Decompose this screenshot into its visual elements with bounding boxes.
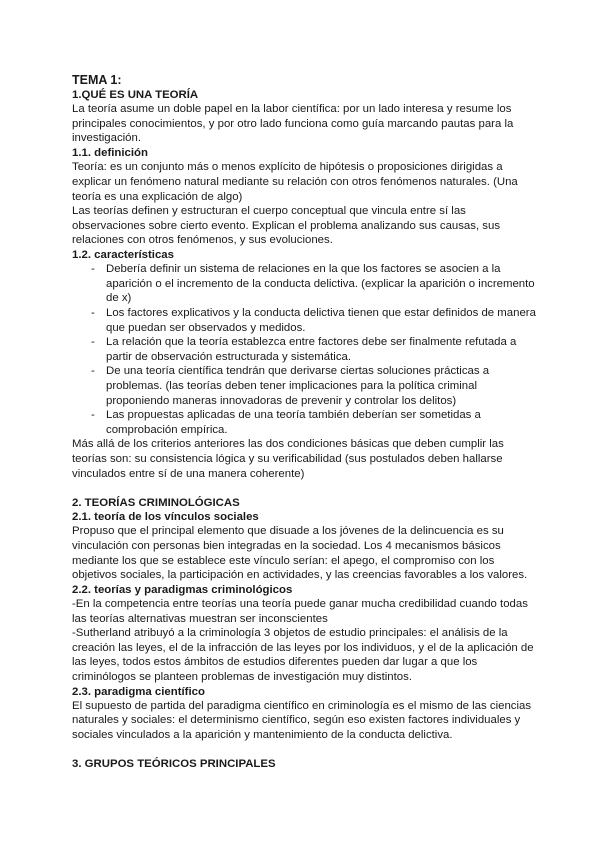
subsection-1-2-heading: 1.2. características — [72, 248, 174, 261]
section-1-intro: La teoría asume un doble papel en la labor científica: por un lado interesa y resume los principales conocimientos, y por otro lado funciona como guía marcando pautas para la investigación. — [72, 103, 514, 145]
subsection-2-1-heading: 2.1. teoría de los vínculos sociales — [72, 511, 259, 524]
subsection-2-3-heading: 2.3. paradigma científico — [72, 685, 205, 698]
list-item: - Las propuestas aplicadas de una teoría también deberían ser sometidas a comprobación empírica. — [72, 408, 540, 437]
paradigms-paragraph-1: -En la competencia entre teorías una teoría puede ganar mucha credibilidad cuando todas las teorías alternativas muestran ser inconscientes — [72, 598, 528, 625]
list-item: - Debería definir un sistema de relaciones en la que los factores se asocien a la aparición o el incremento de la conducta delictiva. (explicar la aparición o incremento de x) — [72, 262, 540, 306]
scientific-paradigm-paragraph: El supuesto de partida del paradigma científico en criminología es el mismo de las ciencias naturales y sociales: el determinismo científico, según eso existen factores individuales y sociales vinculados a la aparición y mantenimiento de la conducta delictiva. — [72, 699, 532, 742]
list-item: - De una teoría científica tendrán que derivarse ciertas soluciones prácticas a problemas. (las teorías deben tener implicaciones para la política criminal proponiendo maneras innovadoras de prevenir y controlar los delitos) — [72, 364, 540, 408]
section-3-heading: 3. GRUPOS TEÓRICOS PRINCIPALES — [72, 758, 276, 771]
subsection-1-1-heading: 1.1. definición — [72, 147, 148, 160]
section-2-heading: 2. TEORÍAS CRIMINOLÓGICAS — [72, 496, 240, 509]
definition-paragraph-2: Las teorías definen y estructuran el cuerpo conceptual que vincula entre sí las observaciones sobre cierto evento. Explican el problema analizando sus causas, sus relaciones con otros fenómenos, y sus evoluciones. — [72, 205, 501, 247]
closing-paragraph: Más allá de los criterios anteriores las dos condiciones básicas que deben cumplir las teorías son: su consistencia lógica y su verificabilidad (sus postulados deben hallarse vinculados entre sí de una manera coherente) — [72, 438, 504, 480]
list-item: - Los factores explicativos y la conducta delictiva tienen que estar definidos de manera que puedan ser observados y medidos. — [72, 306, 540, 335]
list-item: - La relación que la teoría establezca entre factores debe ser finalmente refutada a partir de observación estructurada y sistemática. — [72, 335, 540, 364]
section-spacer — [72, 481, 540, 496]
paradigms-paragraph-2: -Sutherland atribuyó a la criminología 3 objetos de estudio principales: el análisis de la creación las leyes, el de la infracción de las leyes por los individuos, y el de la aplicación de las leyes, todos estos ámbitos de estudios diferentes pueden dar lugar a que los criminólogos se planteen problemas de investigación muy distintos. — [72, 627, 534, 683]
characteristics-list — [72, 262, 540, 437]
definition-paragraph: Teoría: es un conjunto más o menos explícito de hipótesis o proposiciones dirigidas a explicar un fenómeno natural mediante su relación con otros fenómenos naturales. (Una teoría es una explicación de algo) — [72, 161, 518, 203]
tema-title: TEMA 1: — [72, 73, 122, 87]
section-1-heading: 1.QUÉ ES UNA TEORÍA — [72, 89, 199, 101]
social-bonds-paragraph: Propuso que el principal elemento que disuade a los jóvenes de la delincuencia es su vinculación con personas bien integradas en la sociedad. Los 4 mecanismos básicos mediante los que se establece este vínculo serían: el apego, el compromiso con los objetivos sociales, la participación en actividades, y las creencias favorables a los valores. — [72, 525, 528, 582]
section-spacer — [72, 743, 540, 758]
subsection-2-2-heading: 2.2. teorías y paradigmas criminológicos — [72, 583, 293, 596]
